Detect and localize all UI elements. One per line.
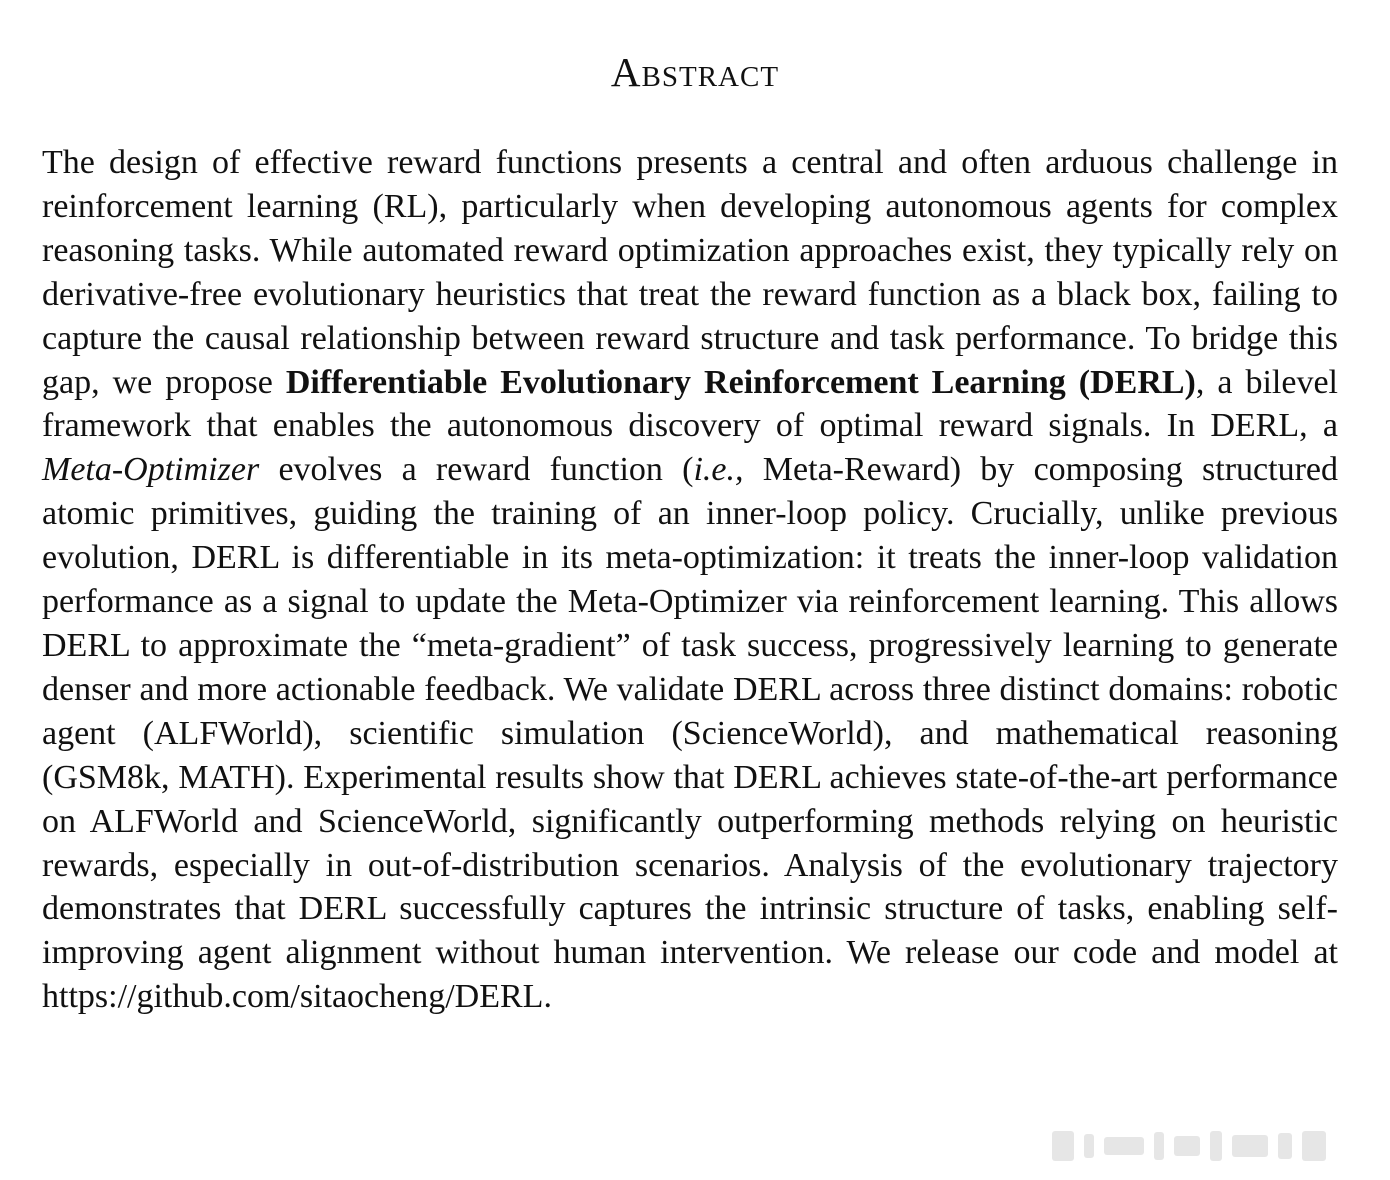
abstract-text-part-4: Meta-Reward) by composing structured atomic primitives, guiding the training of an inner-loop policy. Crucially, unlike previous evolution, DERL is differentiable in its meta-optimization: it treats the inner-loop validation performance as a signal to update the Meta-Optimizer via reinforcement learning. This allows DERL to approximate the “meta-gradient” of task success, progressively learning to generate denser and more actionable feedback. We validate DERL across three distinct domains: robotic agent (ALFWorld), scientific simulation (ScienceWorld), and mathematical reasoning (GSM8k, MATH). Experimental results show that DERL achieves state-of-the-art performance on ALFWorld and ScienceWorld, significantly outperforming methods relying on heuristic rewards, especially in out-of-distribution scenarios. Analysis of the evolutionary trajectory demonstrates that DERL successfully captures the intrinsic structure of tasks, enabling self-improving agent alignment without human intervention. We release our code and model at https://github.com/sitaocheng/DERL. bbox=[42, 451, 1338, 1016]
method-name: Differentiable Evolutionary Reinforcement Learning (DERL) bbox=[285, 363, 1196, 401]
meta-optimizer-term: Meta-Optimizer bbox=[42, 451, 260, 489]
abstract-paragraph bbox=[42, 141, 1338, 1019]
abstract-text-part-1: The design of effective reward functions presents a central and often arduous challenge in reinforcement learning (RL), particularly when developing autonomous agents for complex reasoning tasks. While automated reward optimization approaches exist, they typically rely on derivative-free evolutionary heuristics that treat the reward function as a black box, failing to capture the causal relationship between reward structure and task performance. To bridge this gap, we propose bbox=[42, 144, 1338, 401]
watermark-logo bbox=[1052, 1124, 1372, 1168]
ie-abbreviation: i.e., bbox=[693, 451, 744, 489]
abstract-heading: Abstract bbox=[610, 49, 780, 95]
abstract-text-part-2: , a bilevel framework that enables the autonomous discovery of optimal reward signals. In DERL, a bbox=[42, 363, 1338, 445]
abstract-text-part-3: evolves a reward function ( bbox=[259, 451, 694, 489]
